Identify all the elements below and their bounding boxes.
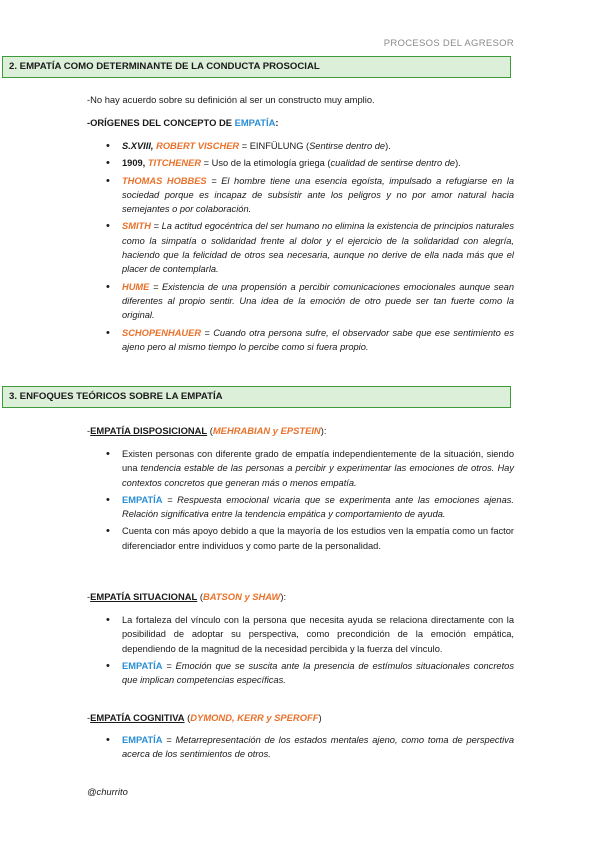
disp-label: EMPATÍA DISPOSICIONAL <box>90 425 208 436</box>
sit-heading: -EMPATÍA SITUACIONAL (BATSON y SHAW): <box>87 591 287 602</box>
cog-label: EMPATÍA COGNITIVA <box>90 712 185 723</box>
list-item: • SMITH = La actitud egocéntrica del ser humano no elimina la existencia de principios naturales como la simpatía o solidaridad frente al dolor y el ejercicio de la solidaridad con alegría, haciendo que la felicidad de otros sea necesaria, aunque no derive de ella nada más que el placer de contemplarla. <box>122 219 514 276</box>
list-item: • 1909, TITCHENER = Uso de la etimología griega (cualidad de sentirse dentro de). <box>122 156 514 170</box>
disp-authors: MEHRABIAN y EPSTEIN <box>212 425 321 436</box>
cog-authors: DYMOND, KERR y SPEROFF <box>190 712 319 723</box>
cog-list <box>122 733 514 765</box>
origins-label: -ORÍGENES DEL CONCEPTO DE <box>87 117 235 128</box>
list-item: • HUME = Existencia de una propensión a percibir comunicaciones emocionales aunque sean diferentes al propio sentir. Una idea de la emoción de otro puede ser tan fuerte como la original. <box>122 280 514 323</box>
sit-list <box>122 613 514 690</box>
list-item: • EMPATÍA = Metarrepresentación de los estados mentales ajeno, como toma de perspectiva acerca de los sentimientos de otros. <box>122 733 514 762</box>
list-item: • La fortaleza del vínculo con la persona que necesita ayuda se relaciona directamente con la posibilidad de adoptar su perspectiva, como precondición de la emoción empática, dependiendo de la magnitud de la necesidad percibida y la fuerza del vínculo. <box>122 613 514 656</box>
section-2-intro: -No hay acuerdo sobre su definición al ser un constructo muy amplio. <box>87 94 375 105</box>
cog-heading: -EMPATÍA COGNITIVA (DYMOND, KERR y SPEROFF) <box>87 712 322 723</box>
list-item: • EMPATÍA = Emoción que se suscita ante la presencia de estímulos situacionales concretos que implican competencias específicas. <box>122 659 514 688</box>
origins-colon: : <box>275 117 279 128</box>
list-item: • SCHOPENHAUER = Cuando otra persona sufre, el observador sabe que ese sentimiento es ajeno pero al mismo tiempo lo percibe como si fuera propio. <box>122 326 514 355</box>
sit-label: EMPATÍA SITUACIONAL <box>90 591 198 602</box>
section-2-heading: 2. EMPATÍA COMO DETERMINANTE DE LA CONDUCTA PROSOCIAL <box>2 56 511 78</box>
list-item: • S.XVIII, ROBERT VISCHER = EINFÜLUNG (Sentirse dentro de). <box>122 139 514 153</box>
origins-heading <box>87 116 279 130</box>
section-3-heading: 3. ENFOQUES TEÓRICOS SOBRE LA EMPATÍA <box>2 386 511 408</box>
list-item: • THOMAS HOBBES = El hombre tiene una esencia egoísta, impulsado a refugiarse en la sociedad porque es incapaz de subsistir ante los peligros y no por amor natural hacia semejantes o por colaboración. <box>122 174 514 217</box>
disp-heading: -EMPATÍA DISPOSICIONAL (MEHRABIAN y EPSTEIN): <box>87 425 327 436</box>
list-item: • EMPATÍA = Respuesta emocional vicaria que se experimenta ante las emociones ajenas. Relación significativa entre la tendencia empática y comportamiento de ayuda. <box>122 493 514 522</box>
origins-list <box>122 139 514 357</box>
list-item: • Existen personas con diferente grado de empatía independientemente de la situación, siendo una tendencia estable de las personas a percibir y experimentar las emociones de otros. Hay contextos concretos que generan más o menos empatía. <box>122 447 514 490</box>
disp-list <box>122 447 514 556</box>
footer-handle: @churrito <box>87 786 128 797</box>
origins-term: EMPATÍA <box>234 117 276 128</box>
page-header: PROCESOS DEL AGRESOR <box>383 38 514 49</box>
sit-authors: BATSON y SHAW <box>202 591 281 602</box>
list-item: • Cuenta con más apoyo debido a que la mayoría de los estudios ven la empatía como un factor diferenciador entre individuos y como parte de la personalidad. <box>122 524 514 553</box>
